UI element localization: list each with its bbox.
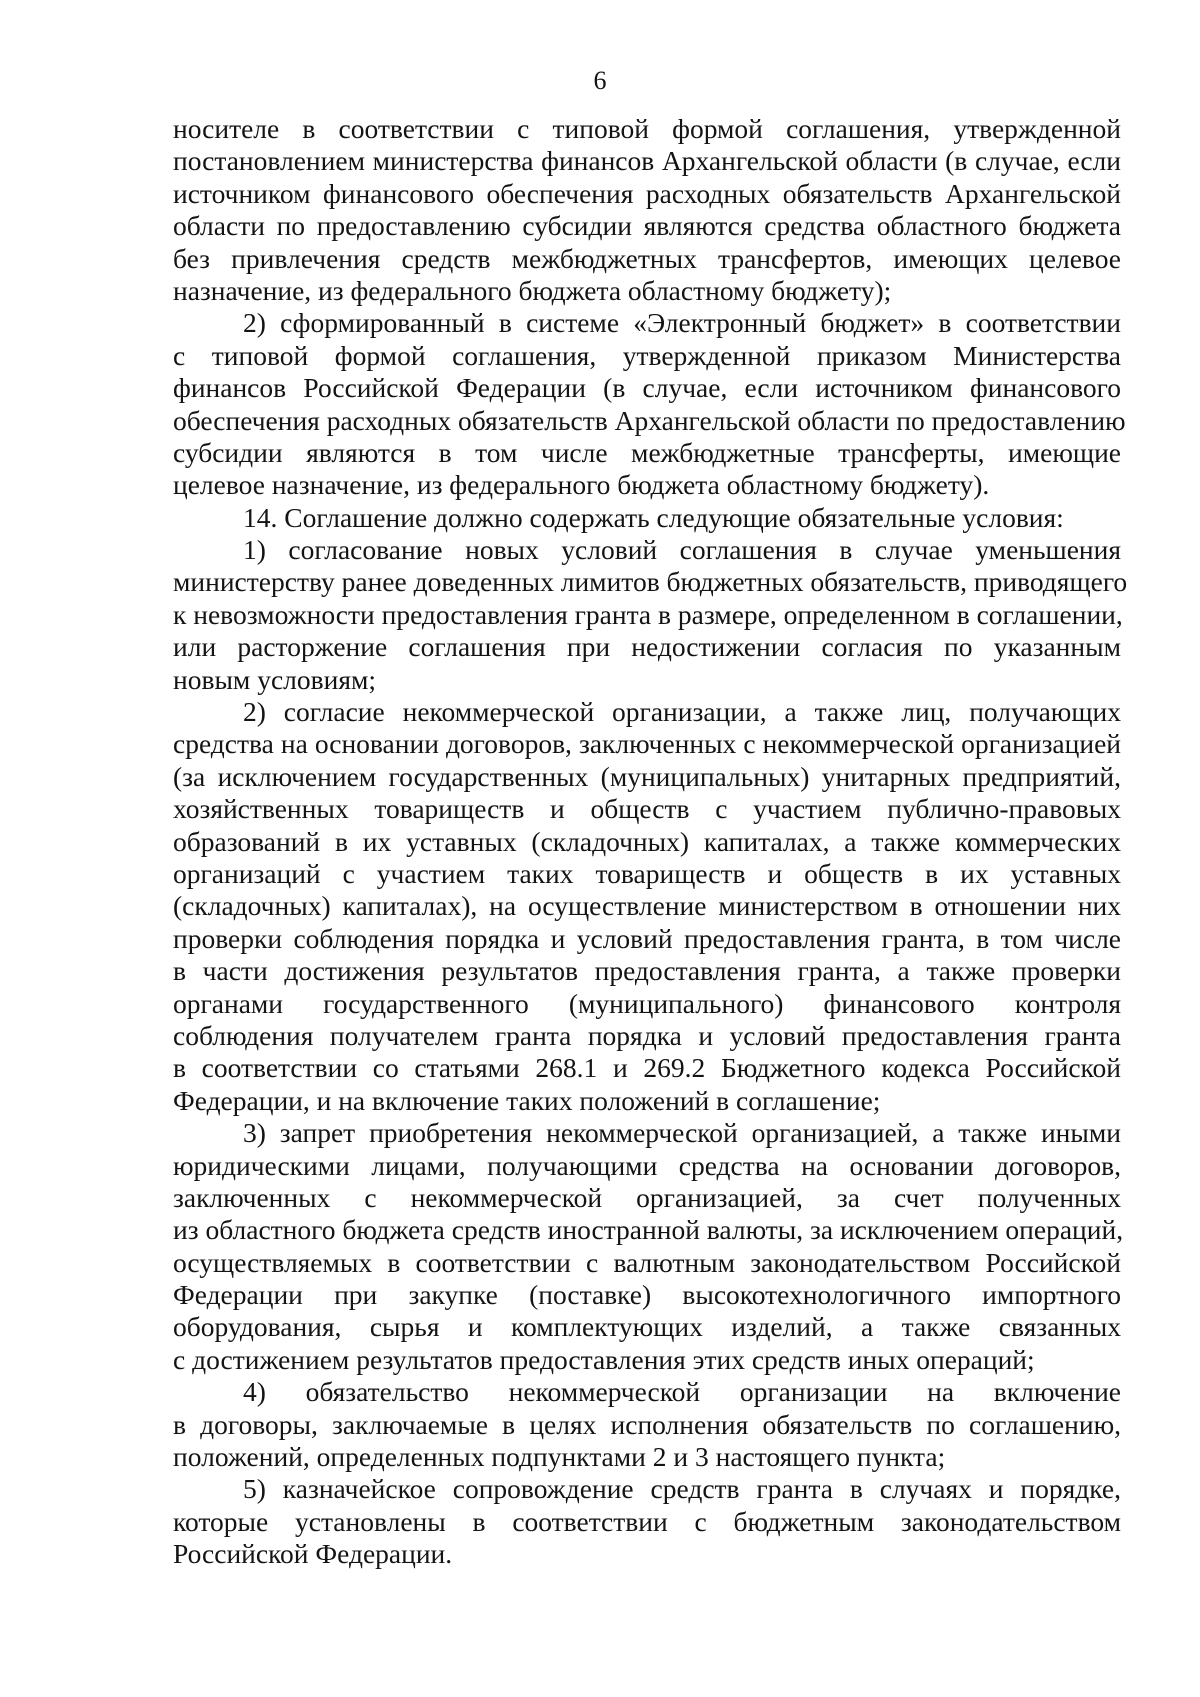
text-line: осуществляемых в соответствии с валютным законодательством Российской: [173, 1246, 1121, 1278]
text-line: постановлением министерства финансов Архангельской области (в случае, если: [173, 145, 1121, 177]
text-line: области по предоставлению субсидии являются средства областного бюджета: [173, 210, 1121, 242]
text-line: средства на основании договоров, заключенных с некоммерческой организацией: [173, 728, 1121, 760]
text-line: носителе в соответствии с типовой формой соглашения, утвержденной: [173, 113, 1121, 144]
document-body: [173, 113, 1128, 1571]
text-line: 5) казначейское сопровождение средств гранта в случаях и порядке,: [243, 1473, 1121, 1505]
text-line: Федерации, и на включение таких положений в соглашение;: [173, 1084, 881, 1116]
text-line: министерству ранее доведенных лимитов бюджетных обязательств, приводящего: [173, 566, 1128, 598]
text-line: источником финансового обеспечения расходных обязательств Архангельской: [173, 177, 1121, 209]
text-line: соблюдения получателем гранта порядка и условий предоставления гранта: [173, 1019, 1121, 1051]
text-line: 14. Соглашение должно содержать следующие обязательные условия:: [243, 501, 1064, 533]
text-line: 2) согласие некоммерческой организации, а также лиц, получающих: [243, 696, 1121, 728]
text-line: назначение, из федерального бюджета областному бюджету);: [173, 274, 892, 306]
text-line: новым условиям;: [173, 663, 377, 695]
text-line: без привлечения средств межбюджетных трансфертов, имеющих целевое: [173, 242, 1121, 274]
page-number: 6: [593, 66, 607, 95]
text-line: из областного бюджета средств иностранной валюты, за исключением операций,: [173, 1214, 1124, 1246]
text-line: оборудования, сырья и комплектующих изделий, а также связанных: [173, 1311, 1121, 1343]
text-line: субсидии являются в том числе межбюджетные трансферты, имеющие: [173, 436, 1121, 468]
text-line: финансов Российской Федерации (в случае, если источником финансового: [173, 372, 1121, 404]
text-line: образований в их уставных (складочных) капиталах, а также коммерческих: [173, 825, 1121, 857]
text-line: юридическими лицами, получающими средства на основании договоров,: [173, 1149, 1121, 1181]
text-line: с типовой формой соглашения, утвержденной приказом Министерства: [173, 339, 1121, 371]
text-line: целевое назначение, из федерального бюджета областному бюджету).: [173, 469, 990, 501]
text-line: которые установлены в соответствии с бюджетным законодательством: [173, 1505, 1121, 1537]
text-line: или расторжение соглашения при недостижении согласия по указанным: [173, 631, 1121, 663]
text-line: хозяйственных товариществ и обществ с участием публично-правовых: [173, 793, 1121, 825]
text-line: 4) обязательство некоммерческой организации на включение: [243, 1376, 1121, 1408]
text-line: 2) сформированный в системе «Электронный бюджет» в соответствии: [243, 307, 1121, 339]
text-line: в части достижения результатов предоставления гранта, а также проверки: [173, 955, 1121, 987]
text-line: в соответствии со статьями 268.1 и 269.2 Бюджетного кодекса Российской: [173, 1052, 1121, 1084]
text-line: проверки соблюдения порядка и условий предоставления гранта, в том числе: [173, 922, 1121, 954]
text-line: 1) согласование новых условий соглашения в случае уменьшения: [243, 534, 1121, 566]
text-line: заключенных с некоммерческой организацией, за счет полученных: [173, 1181, 1121, 1213]
text-line: Российской Федерации.: [173, 1538, 453, 1570]
text-line: организаций с участием таких товариществ и обществ в их уставных: [173, 857, 1121, 889]
text-line: обеспечения расходных обязательств Архангельской области по предоставлению: [173, 404, 1126, 436]
text-line: в договоры, заключаемые в целях исполнения обязательств по соглашению,: [173, 1408, 1121, 1440]
text-line: 3) запрет приобретения некоммерческой организацией, а также иными: [243, 1117, 1121, 1149]
text-line: положений, определенных подпунктами 2 и 3 настоящего пункта;: [173, 1441, 946, 1473]
text-line: Федерации при закупке (поставке) высокотехнологичного импортного: [173, 1279, 1121, 1311]
text-line: органами государственного (муниципального) финансового контроля: [173, 987, 1121, 1019]
text-line: с достижением результатов предоставления этих средств иных операций;: [173, 1343, 1035, 1375]
text-line: (за исключением государственных (муниципальных) унитарных предприятий,: [173, 760, 1121, 792]
text-line: (складочных) капиталах), на осуществление министерством в отношении них: [173, 890, 1121, 922]
text-line: к невозможности предоставления гранта в размере, определенном в соглашении,: [173, 598, 1123, 630]
